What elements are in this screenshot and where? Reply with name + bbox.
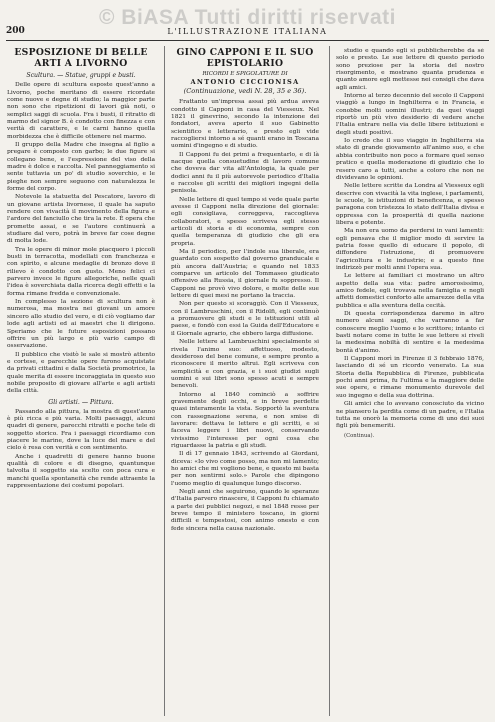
paragraph: studio e quando egli si pubblicherebbe da sé solo e presto. Le sue lettere di questo periodo sono preziose per la storia del nostro risorgimento, e mostrano quanta prudenza e quanto amore egli mettesse nei consigli che dava agli amici.: [336, 48, 484, 91]
column-right: [336, 48, 484, 714]
section-subtitle: Gli artisti. — Pittura.: [48, 398, 114, 406]
column-left: [7, 48, 155, 714]
paragraph: Ma il periodico, per l'indole sua liberale, era guardato con sospetto dal governo granducale e più ancora dall'Austria; e quando nel 1833 comparve un articolo del Tommaseo giudicato offensivo alla Russia, il giornale fu soppresso. Il Capponi ne provò vivo dolore, e molte delle sue lettere di quei mesi ne portano la traccia.: [171, 249, 319, 300]
byline-prefix: RICORDI E SPIGOLATURE DI: [202, 71, 288, 78]
article-title-capponi: GINO CAPPONI E IL SUO EPISTOLARIO: [176, 48, 314, 69]
page-header: [6, 26, 489, 40]
paragraph: Anche i quadretti di genere hanno buone qualità di colore e di disegno, quantunque talvolta il soggetto sia scelto con poca cura e manchi quella spontaneità che rende attraente la rappresentazione dei costumi popolari.: [7, 453, 155, 490]
section-subtitle: Scultura. — Statue, gruppi e busti.: [26, 72, 136, 80]
copyright-watermark: © BiASA Tutti diritti riservati: [98, 6, 396, 29]
paragraph: Gli amici che lo avevano conosciuto da vicino ne piansero la perdita come di un padre, e l'Italia tutta ne onorò la memoria come di uno dei suoi figli più benemeriti.: [336, 401, 484, 430]
paragraph: Nelle lettere di quel tempo si vede quale parte avesse il Capponi nella direzione del giornale: egli consigliava, correggeva, raccoglieva collaboratori, e spesso scriveva egli stesso articoli di storia e di economia, sempre con quella temperanza di giudizio che gli era propria.: [171, 196, 319, 247]
paragraph: Tra le opere di minor mole piacquero i piccoli busti in terracotta, modellati con franchezza e con spirito, e alcune medaglie di bronzo dove il rilievo è condotto con gusto. Meno felici ci parvero invece le figure allegoriche, nelle quali l'idea è soverchiata dalla ricerca degli effetti e la forma rimane fredda e convenzionale.: [7, 246, 155, 297]
paragraph: Passando alla pittura, la mostra di quest'anno è più ricca e più varia. Molti paesaggi, alcuni quadri di genere, parecchi ritratti e poche tele di soggetto storico. Fra i paesaggi ricordiamo con piacere le marine, dove la luce del mare e del cielo è resa con verità e con sentimento.: [7, 408, 155, 452]
continuation-note: (Continuazione, vedi N. 28, 35 e 36).: [183, 87, 307, 96]
paragraph: Negli anni che seguirono, quando le speranze d'Italia parvero rinascere, il Capponi fu chiamato a parte dei pubblici negozi, e nel 1848 resse per breve tempo il ministero toscano, in giorni difficili e tempestosi, con animo onesto e con fede sincera nella causa nazionale.: [171, 489, 319, 532]
journal-title: L'ILLUSTRAZIONE ITALIANA: [167, 27, 328, 36]
continued-note: (Continua).: [344, 432, 375, 439]
paragraph: Frattanto un'impresa assai più ardua aveva condotto il Capponi in casa del Viesseux. Nel 1821 il ginevrino, secondo la intenzione dei fondatori, aveva aperto il suo Gabinetto scientifico e letterario, e presto egli vide raccogliersi intorno a sé quanti erano in Toscana uomini d'ingegno e di studio.: [171, 99, 319, 150]
paragraph: Il dì 17 gennaio 1843, scrivendo al Giordani, diceva: «Io vivo come posso, ma non mi lamento; ho amici che mi vogliono bene, e questo mi basta per non sentirmi solo.» Parole che dipingono l'uomo meglio di qualunque lungo discorso.: [171, 451, 319, 487]
paragraph: In complesso la sezione di scultura non è numerosa, ma mostra nei giovani un amore sincero allo studio del vero, e di ciò vogliamo dar lode agli artisti ed ai maestri che li dirigono. Speriamo che le future esposizioni possano offrire un più largo e più vario campo di osservazione.: [7, 299, 155, 350]
paragraph: Nelle lettere scritte da Londra al Viesseux egli descrive con vivacità la vita inglese, i parlamenti, le scuole, le istituzioni di beneficenza, e spesso paragona con tristezza lo stato dell'Italia divisa e oppressa con la prosperità di quella nazione libera e potente.: [336, 183, 484, 226]
paragraph: Di questa corrispondenza daremo in altro numero alcuni saggi, che varranno a far conoscere meglio l'uomo e lo scrittore; intanto ci basti notare come in tutte le sue lettere si riveli la medesima nobiltà di sentire e la medesima bontà d'animo.: [336, 311, 484, 354]
paragraph: Il pubblico che visitò le sale si mostrò attento e cortese, e parecchie opere furono acquistate da privati cittadini e dalla Società promotrice, la quale merita di essere incoraggiata in questo suo nobile proposito di giovare all'arte e agli artisti della città.: [7, 351, 155, 395]
page-number: 200: [6, 26, 25, 36]
paragraph: Nelle lettere al Lambruschini specialmente si rivela l'animo suo: affettuoso, modesto, desideroso del bene comune, e sempre pronto a riconoscere il merito altrui. Egli scriveva con semplicità e con grazia, e i suoi giudizi sugli uomini e sui libri sono spesso acuti e sempre benevoli.: [171, 339, 319, 390]
column-divider: [164, 46, 165, 716]
paragraph: Non per questo si scoraggiò. Con il Viesseux, con il Lambruschini, con il Ridolfi, egli continuò a promuovere gli studi e le istituzioni utili al paese, e fondò con essi la Guida dell'Educatore e il Giornale agrario, che ebbero larga diffusione.: [171, 301, 319, 337]
paragraph: Ma non era uomo da perdersi in vani lamenti: egli pensava che il miglior modo di servire la patria fosse quello di educare il popolo, di diffondere l'istruzione, di promuovere l'agricoltura e le industrie; e a questo fine indirizzò per molti anni l'opera sua.: [336, 228, 484, 271]
column-middle: [171, 48, 319, 714]
paragraph: Il Capponi fu dei primi a frequentarlo, e di là nacque quella consuetudine di lavoro comune che doveva dar vita all'Antologia, la quale per dodici anni fu il più autorevole periodico d'Italia e raccolse gli scritti dei migliori ingegni della penisola.: [171, 151, 319, 195]
paragraph: Intorno al terzo decennio del secolo il Capponi viaggiò a lungo in Inghilterra e in Francia, e conobbe molti uomini illustri; da quei viaggi riportò un più vivo desiderio di vedere anche l'Italia entrare nella via delle libere istituzioni e degli studi positivi.: [336, 93, 484, 136]
paragraph: Intorno al 1840 cominciò a soffrire gravemente degli occhi, e in breve perdette quasi interamente la vista. Sopportò la sventura con rassegnazione serena, e non smise di lavorare: dettava le lettere e gli scritti, e si faceva leggere i libri nuovi, conservando vivissimo l'interesse per ogni cosa che riguardasse la patria e gli studi.: [171, 391, 319, 449]
paragraph: Delle opere di scultura esposte quest'anno a Livorno, poche meritano di essere ricordate come nuove e degne di studio; la maggior parte non sono che ripetizioni di lavori già noti, o semplici saggi di scuola. Fra i busti, il ritratto di marmo del signor B. è condotto con finezza e con verità di carattere, e le carni hanno quella morbidezza che è difficile ottenere nel marmo.: [7, 82, 155, 140]
paragraph: Io credo che il suo viaggio in Inghilterra sia stato di grande giovamento all'animo suo, e che abbia contribuito non poco a formare quel senso pratico e quella moderazione di giudizio che lo resero caro a tutti, anche a coloro che non ne dividevano le opinioni.: [336, 138, 484, 181]
article-author: ANTONIO CICCIONISA: [190, 78, 300, 87]
paragraph: Il gruppo della Madre che insegna al figlio a pregare è composto con garbo; le due figure si collegano bene, e l'espressione del viso della madre è dolce e raccolta. Nel panneggiamento si sente tuttavia un po' di studio soverchio, e le pieghe non sempre seguono con naturalezza le forme del corpo.: [7, 141, 155, 192]
paragraph: Il Capponi morì in Firenze il 3 febbraio 1876, lasciando di sé un ricordo venerato. La sua Storia della Repubblica di Firenze, pubblicata pochi anni prima, fu l'ultima e la maggiore delle sue opere, e rimane monumento durevole del suo ingegno e della sua dottrina.: [336, 356, 484, 399]
paragraph: Notevole la statuetta del Pescatore, lavoro di un giovane artista livornese, il quale ha saputo rendere con vivacità il movimento della figura e l'ardore del fanciullo che tira la rete. È opera che promette assai, e se l'autore continuerà a studiare dal vero, potrà in breve far cose degne di molta lode.: [7, 194, 155, 245]
paragraph: Le lettere ai familiari ci mostrano un altro aspetto della sua vita: padre amorosissimo, amico fedele, egli trovava nella famiglia e negli affetti domestici conforto alle amarezze della vita pubblica e alla sventura della cecità.: [336, 273, 484, 309]
header-rule: [6, 40, 489, 41]
column-divider: [329, 46, 330, 716]
article-title-exhibition: ESPOSIZIONE DI BELLE ARTI A LIVORNO: [14, 48, 148, 69]
